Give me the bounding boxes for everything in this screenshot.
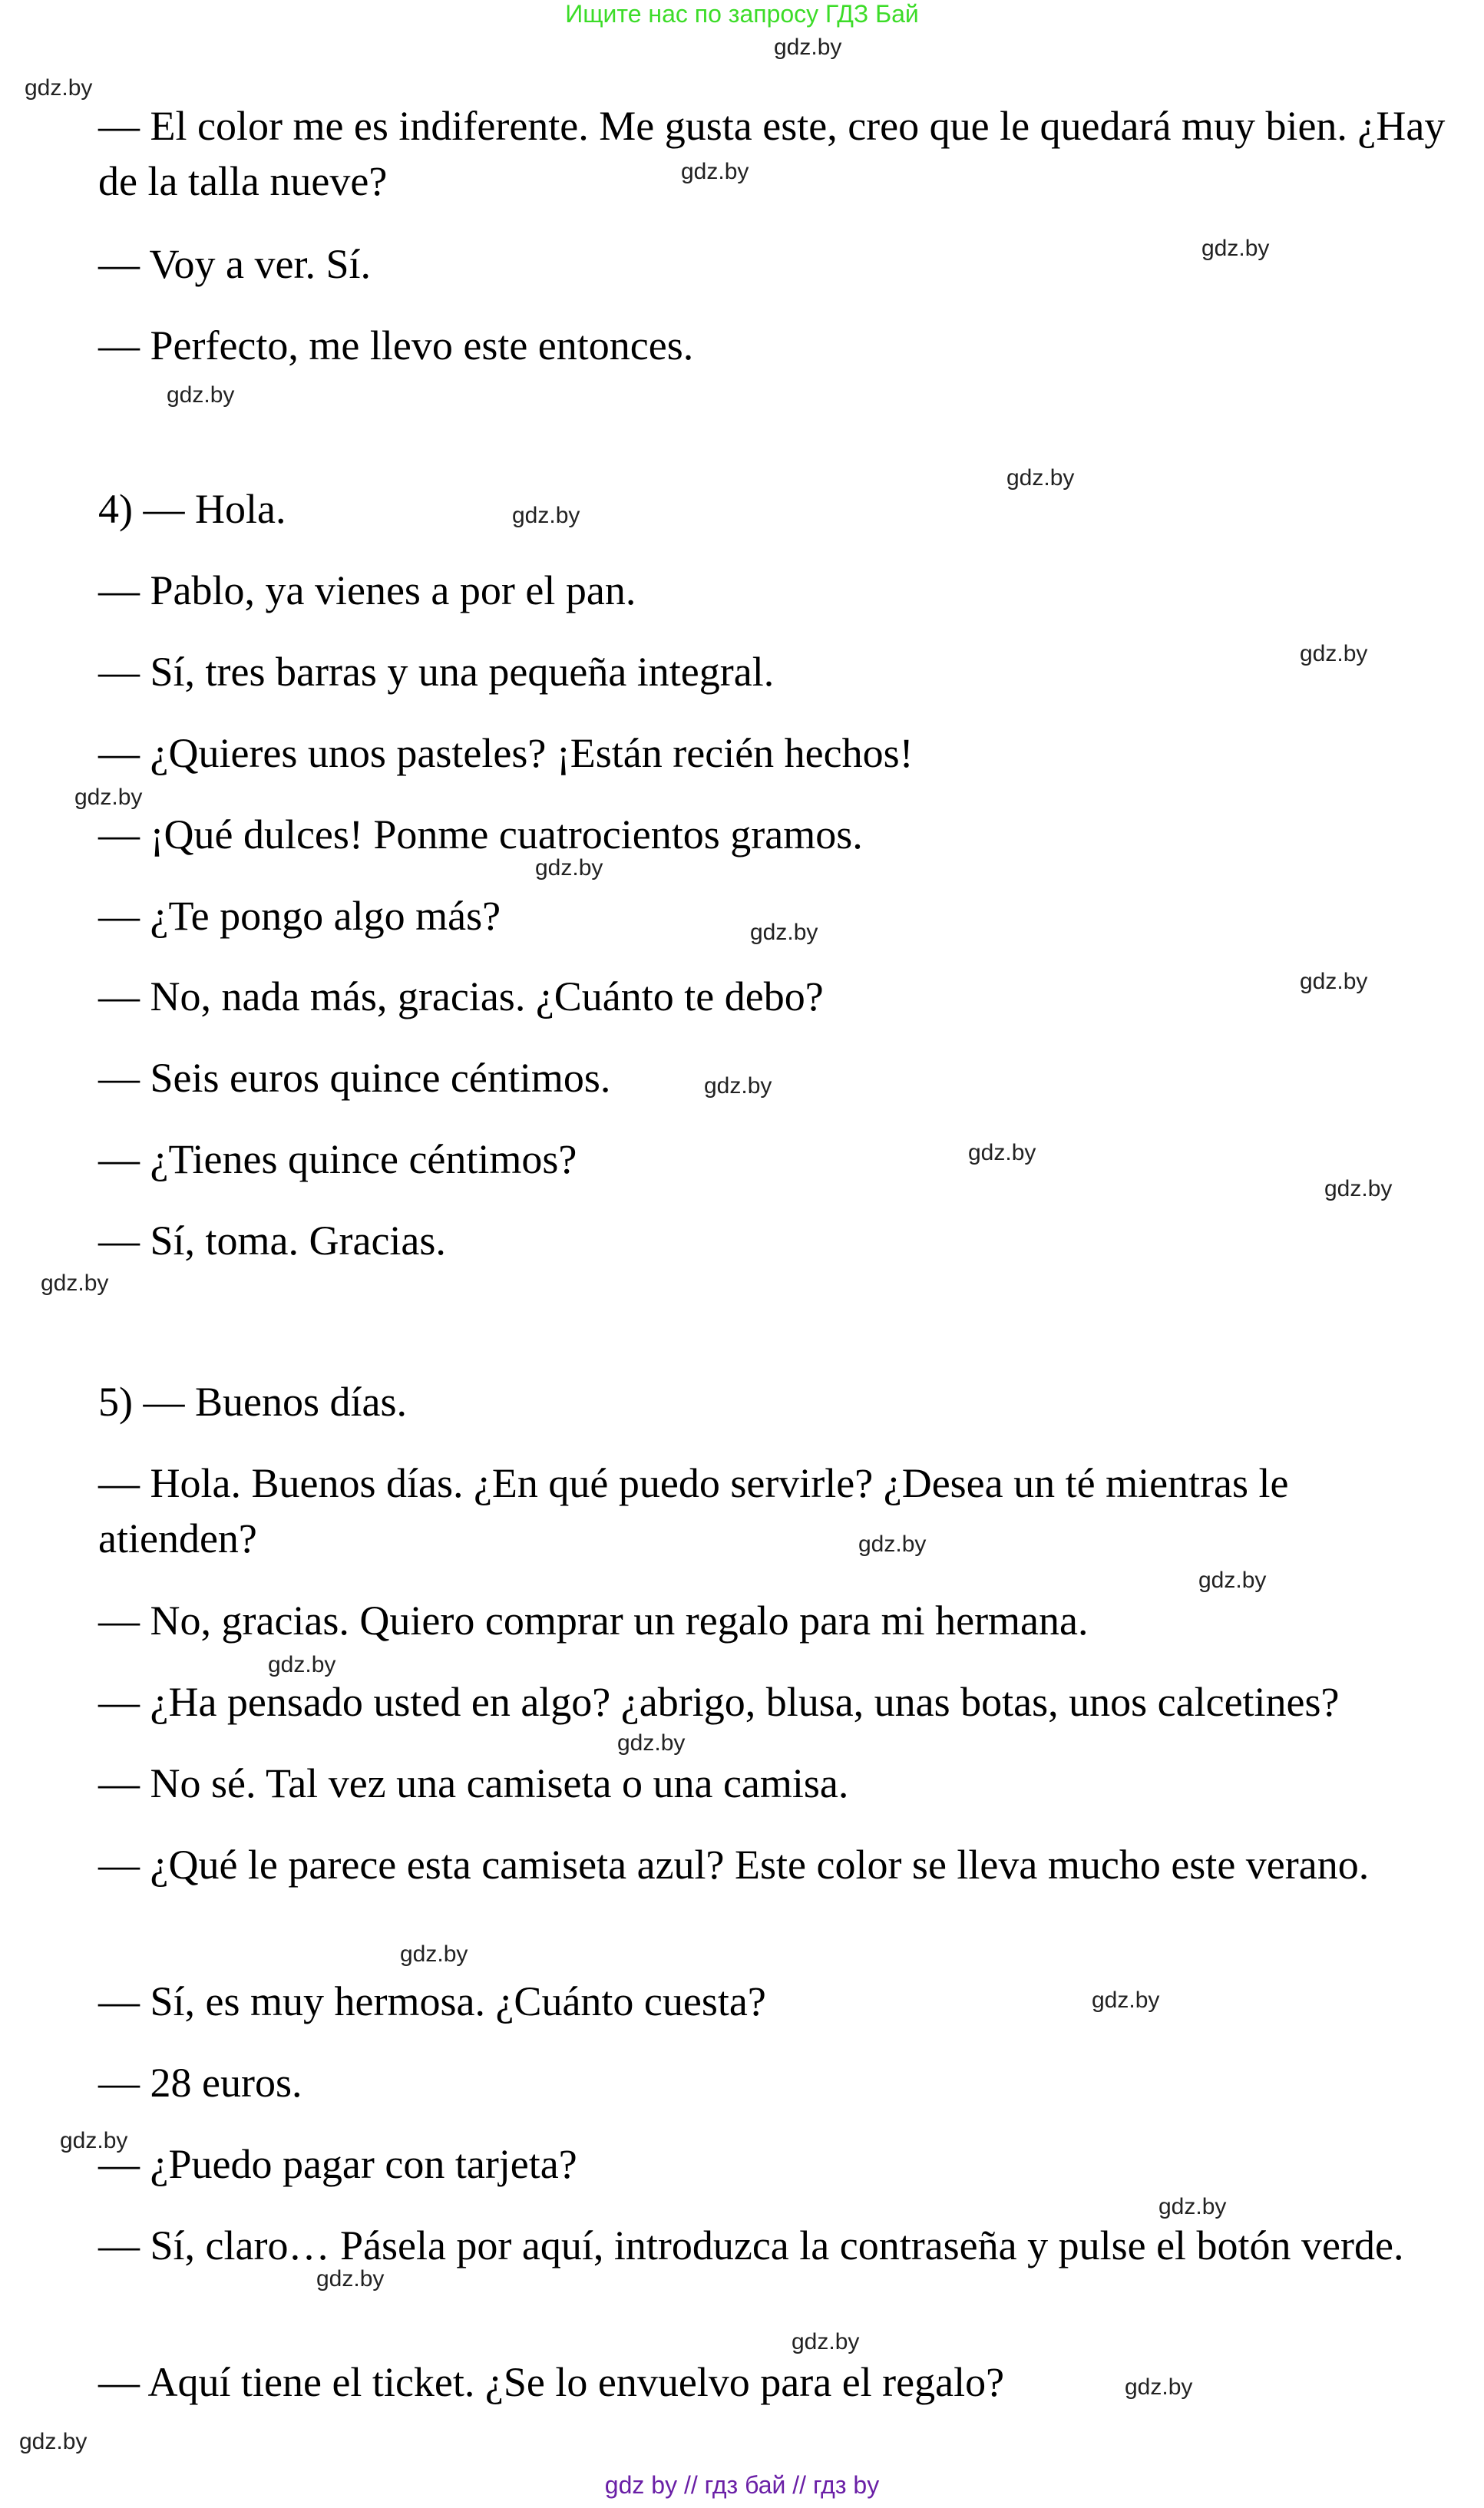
watermark: gdz.by — [25, 75, 93, 101]
watermark: gdz.by — [60, 2128, 128, 2153]
dialogue-line: — No, nada más, gracias. ¿Cuánto te debo? — [98, 973, 824, 1019]
dialogue-line: — Voy a ver. Sí. — [98, 241, 372, 287]
watermark: gdz.by — [681, 159, 749, 184]
watermark: gdz.by — [41, 1271, 109, 1296]
watermark: gdz.by — [704, 1073, 772, 1099]
watermark: gdz.by — [74, 785, 143, 810]
dialogue-line: — Hola. Buenos días. ¿En qué puedo servirle? ¿Desea un té mientras le atienden? — [98, 1460, 1289, 1561]
watermark: gdz.by — [1198, 1568, 1267, 1593]
watermark: gdz.by — [1006, 465, 1075, 491]
dialogue-line: — Seis euros quince céntimos. — [98, 1055, 611, 1101]
watermark: gdz.by — [19, 2429, 88, 2454]
dialogue-line: — Sí, es muy hermosa. ¿Cuánto cuesta? — [98, 1978, 766, 2024]
dialogue-line: — ¡Qué dulces! Ponme cuatrocientos gramos. — [98, 811, 863, 857]
watermark: gdz.by — [750, 920, 818, 945]
footer-links[interactable]: gdz by // гдз бай // гдз by — [604, 2471, 880, 2499]
dialogue-line: — Pablo, ya vienes a por el pan. — [98, 567, 636, 613]
dialogue-line: — ¿Puedo pagar con tarjeta? — [98, 2141, 577, 2187]
watermark: gdz.by — [1300, 969, 1368, 994]
search-hint-link[interactable]: Ищите нас по запросу ГДЗ Бай — [565, 0, 919, 28]
dialogue-line: — ¿Quieres unos pasteles? ¡Están recién hechos! — [98, 730, 914, 776]
watermark: gdz.by — [774, 35, 842, 60]
dialogue-line: — No sé. Tal vez una camiseta o una camisa. — [98, 1760, 849, 1806]
watermark: gdz.by — [535, 855, 603, 881]
section-4-heading-line: 4) — Hola. — [98, 486, 286, 532]
watermark: gdz.by — [1125, 2374, 1193, 2400]
dialogue-line: — ¿Te pongo algo más? — [98, 893, 501, 939]
dialogue-line: — ¿Ha pensado usted en algo? ¿abrigo, blusa, unas botas, unos calcetines? — [98, 1679, 1340, 1725]
watermark: gdz.by — [792, 2329, 860, 2354]
dialogue-line: — ¿Qué le parece esta camiseta azul? Este color se lleva mucho este verano. — [98, 1842, 1370, 1888]
watermark: gdz.by — [167, 382, 235, 408]
watermark: gdz.by — [512, 503, 580, 528]
top-banner — [0, 0, 1484, 31]
dialogue-line: — No, gracias. Quiero comprar un regalo para mi hermana. — [98, 1598, 1089, 1644]
dialogue-line: — 28 euros. — [98, 2060, 302, 2106]
watermark: gdz.by — [1158, 2194, 1227, 2219]
watermark: gdz.by — [968, 1140, 1036, 1165]
dialogue-line: — El color me es indiferente. Me gusta este, creo que le quedará muy bien. ¿Hay de la talla nueve? — [98, 103, 1446, 204]
dialogue-line: — Sí, claro… Pásela por aquí, introduzca la contraseña y pulse el botón verde. — [98, 2222, 1404, 2268]
watermark: gdz.by — [1300, 641, 1368, 666]
section-5-heading-line: 5) — Buenos días. — [98, 1379, 407, 1425]
dialogue-line: — ¿Tienes quince céntimos? — [98, 1136, 577, 1182]
dialogue-line: — Perfecto, me llevo este entonces. — [98, 322, 694, 368]
footer — [0, 2470, 1484, 2500]
watermark: gdz.by — [400, 1941, 468, 1967]
dialogue-line: — Sí, tres barras y una pequeña integral. — [98, 649, 775, 695]
watermark: gdz.by — [617, 1730, 686, 1756]
watermark: gdz.by — [268, 1652, 336, 1677]
watermark: gdz.by — [1092, 1988, 1160, 2013]
watermark: gdz.by — [1324, 1176, 1393, 1201]
dialogue-line: — Sí, toma. Gracias. — [98, 1218, 446, 1264]
watermark: gdz.by — [858, 1532, 927, 1557]
watermark: gdz.by — [316, 2266, 385, 2292]
watermark: gdz.by — [1201, 236, 1270, 261]
dialogue-line: — Aquí tiene el ticket. ¿Se lo envuelvo para el regalo? — [98, 2359, 1005, 2405]
